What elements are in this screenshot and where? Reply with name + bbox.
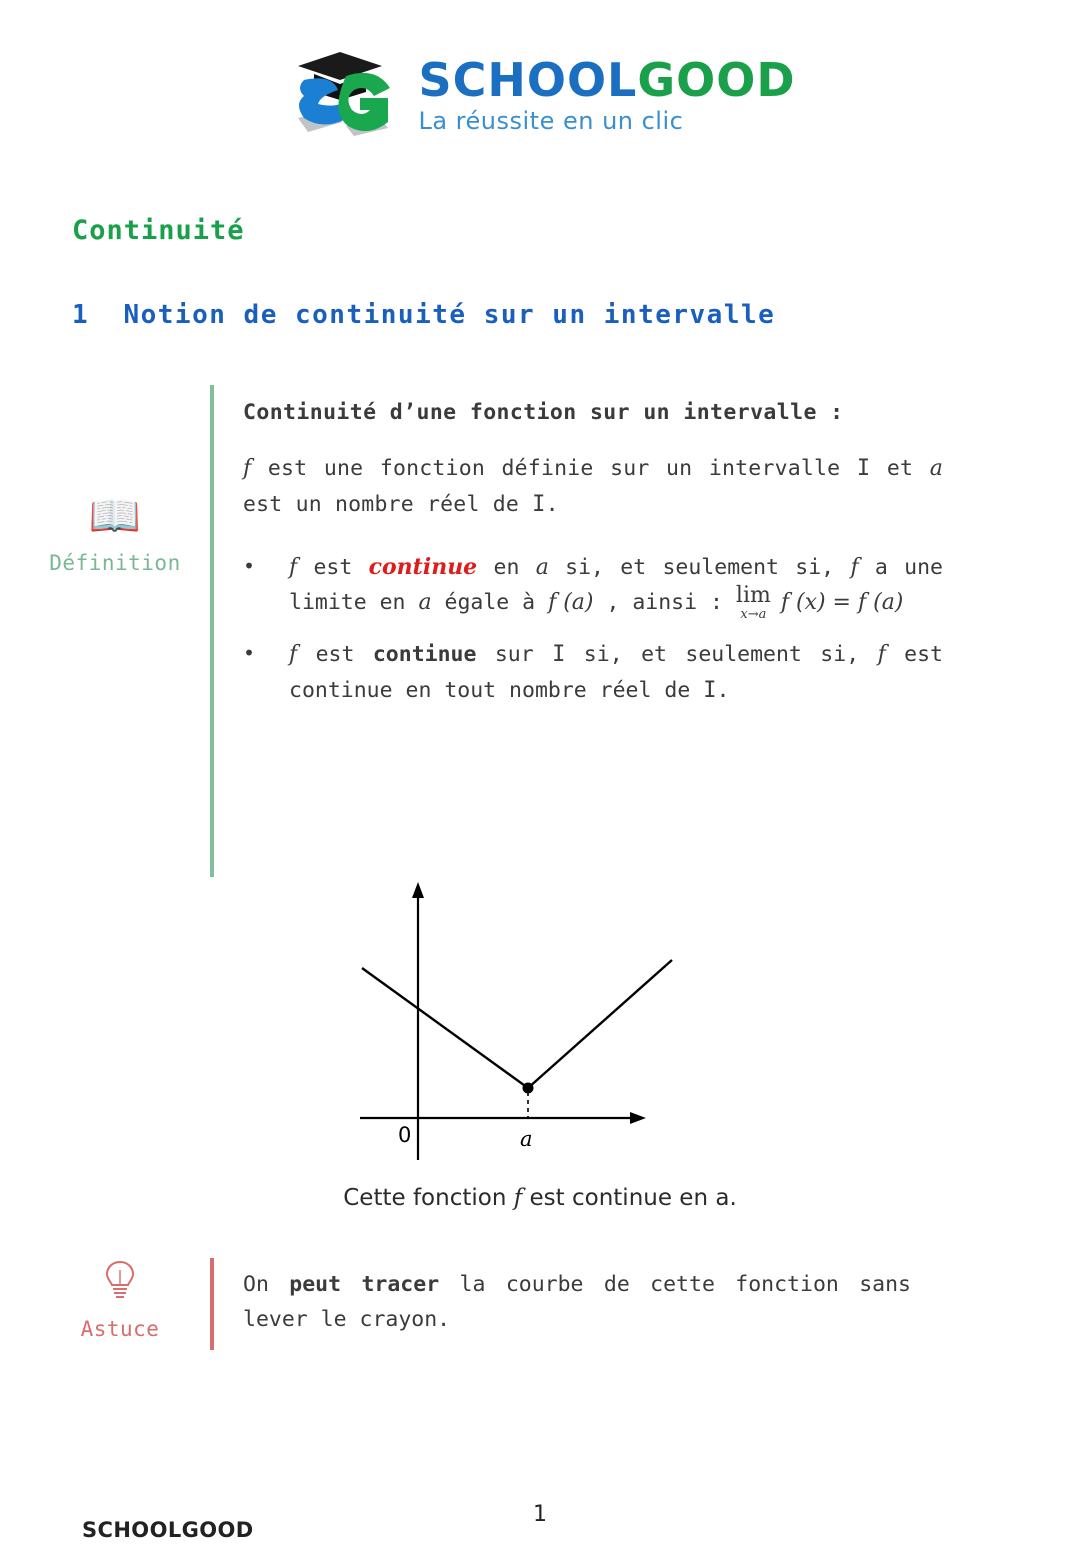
logo-word-school: SCHOOL bbox=[418, 53, 638, 107]
b1-keyword-continue: continue bbox=[368, 553, 478, 580]
b2-f: f bbox=[289, 642, 298, 668]
caption-text-2: est continue en a. bbox=[522, 1185, 737, 1211]
b2-t4: est continue en tout nombre réel de bbox=[289, 642, 943, 704]
definition-body bbox=[243, 400, 943, 725]
b2-I: I bbox=[552, 642, 566, 668]
symbol-I: I bbox=[856, 456, 871, 481]
b1-f: f bbox=[289, 554, 298, 580]
formula-limit bbox=[736, 585, 903, 621]
section-heading bbox=[72, 300, 775, 330]
b1-t6: , ainsi : bbox=[593, 590, 723, 616]
astuce-keyword: peut tracer bbox=[289, 1272, 440, 1297]
definition-bullet-list bbox=[243, 550, 943, 709]
caption-text-1: Cette fonction bbox=[343, 1185, 514, 1211]
b1-t2: en bbox=[477, 554, 536, 580]
astuce-icon-group bbox=[45, 1258, 195, 1341]
b1-t4: a une limite en bbox=[289, 554, 943, 616]
b2-I2: I bbox=[703, 678, 717, 704]
astuce-text bbox=[243, 1268, 911, 1338]
figure-a-label: a bbox=[520, 1127, 533, 1151]
b2-t1: est bbox=[297, 642, 373, 668]
logo-word-good: GOOD bbox=[637, 53, 796, 107]
graphe-fonction-continue bbox=[300, 880, 730, 1170]
page-title: Continuité bbox=[72, 215, 245, 246]
logo-header bbox=[0, 30, 1080, 160]
symbol-a: a bbox=[929, 456, 944, 481]
logo-wordmark bbox=[418, 53, 796, 107]
logo-tagline: La réussite en un clic bbox=[418, 107, 684, 135]
b1-fa: f (a) bbox=[548, 590, 594, 616]
list-item bbox=[243, 637, 943, 709]
astuce-text-2: la courbe de cette fonction sans lever le crayon. bbox=[243, 1272, 912, 1332]
astuce-accent-bar bbox=[210, 1258, 214, 1350]
figure-origin-label: 0 bbox=[398, 1123, 412, 1147]
lightbulb-icon bbox=[45, 1258, 195, 1307]
symbol-f: f bbox=[243, 456, 252, 481]
astuce-label: Astuce bbox=[80, 1317, 160, 1341]
definition-icon-group bbox=[40, 491, 190, 575]
open-book-icon: 📖 bbox=[88, 491, 142, 540]
limit-subscript: x→a bbox=[740, 607, 767, 623]
b2-t2: sur bbox=[476, 642, 553, 668]
b2-keyword-continue: continue bbox=[372, 642, 477, 668]
b1-t3: si, et seulement si, bbox=[548, 554, 851, 580]
b1-t1: est bbox=[297, 554, 369, 580]
section-title-text: Notion de continuité sur un intervalle bbox=[123, 300, 776, 330]
b1-a: a bbox=[535, 554, 549, 580]
intro-text-1: est une fonction définie sur un intervalle bbox=[251, 456, 857, 481]
b1-f2: f bbox=[850, 554, 859, 580]
limit-expression: f (x) = f (a) bbox=[780, 590, 904, 616]
definition-intro bbox=[243, 451, 943, 524]
graduation-cap-sg-icon bbox=[284, 40, 404, 150]
intro-text-2: et bbox=[870, 456, 930, 481]
b1-a2: a bbox=[418, 590, 432, 616]
definition-label: Définition bbox=[49, 551, 181, 575]
list-item bbox=[243, 550, 943, 622]
limit-operator: lim bbox=[735, 583, 771, 609]
caption-symbol-f: f bbox=[513, 1185, 523, 1211]
b1-t5: égale à bbox=[431, 590, 549, 616]
astuce-text-1: On bbox=[243, 1272, 290, 1297]
b2-t5: . bbox=[716, 678, 730, 704]
symbol-I-2: I bbox=[532, 492, 546, 518]
definition-heading: Continuité d’une fonction sur un intervalle : bbox=[243, 400, 844, 425]
section-number: 1 bbox=[72, 300, 90, 330]
b2-t3: si, et seulement si, bbox=[565, 642, 878, 668]
intro-text-4: . bbox=[545, 492, 559, 518]
intro-text-3: est un nombre réel de bbox=[243, 492, 533, 518]
b2-f2: f bbox=[877, 642, 886, 668]
footer-brand: SCHOOLGOOD bbox=[82, 1518, 254, 1542]
definition-accent-bar bbox=[210, 385, 214, 877]
page-number: 1 bbox=[533, 1502, 547, 1527]
figure-caption bbox=[0, 1185, 1080, 1211]
